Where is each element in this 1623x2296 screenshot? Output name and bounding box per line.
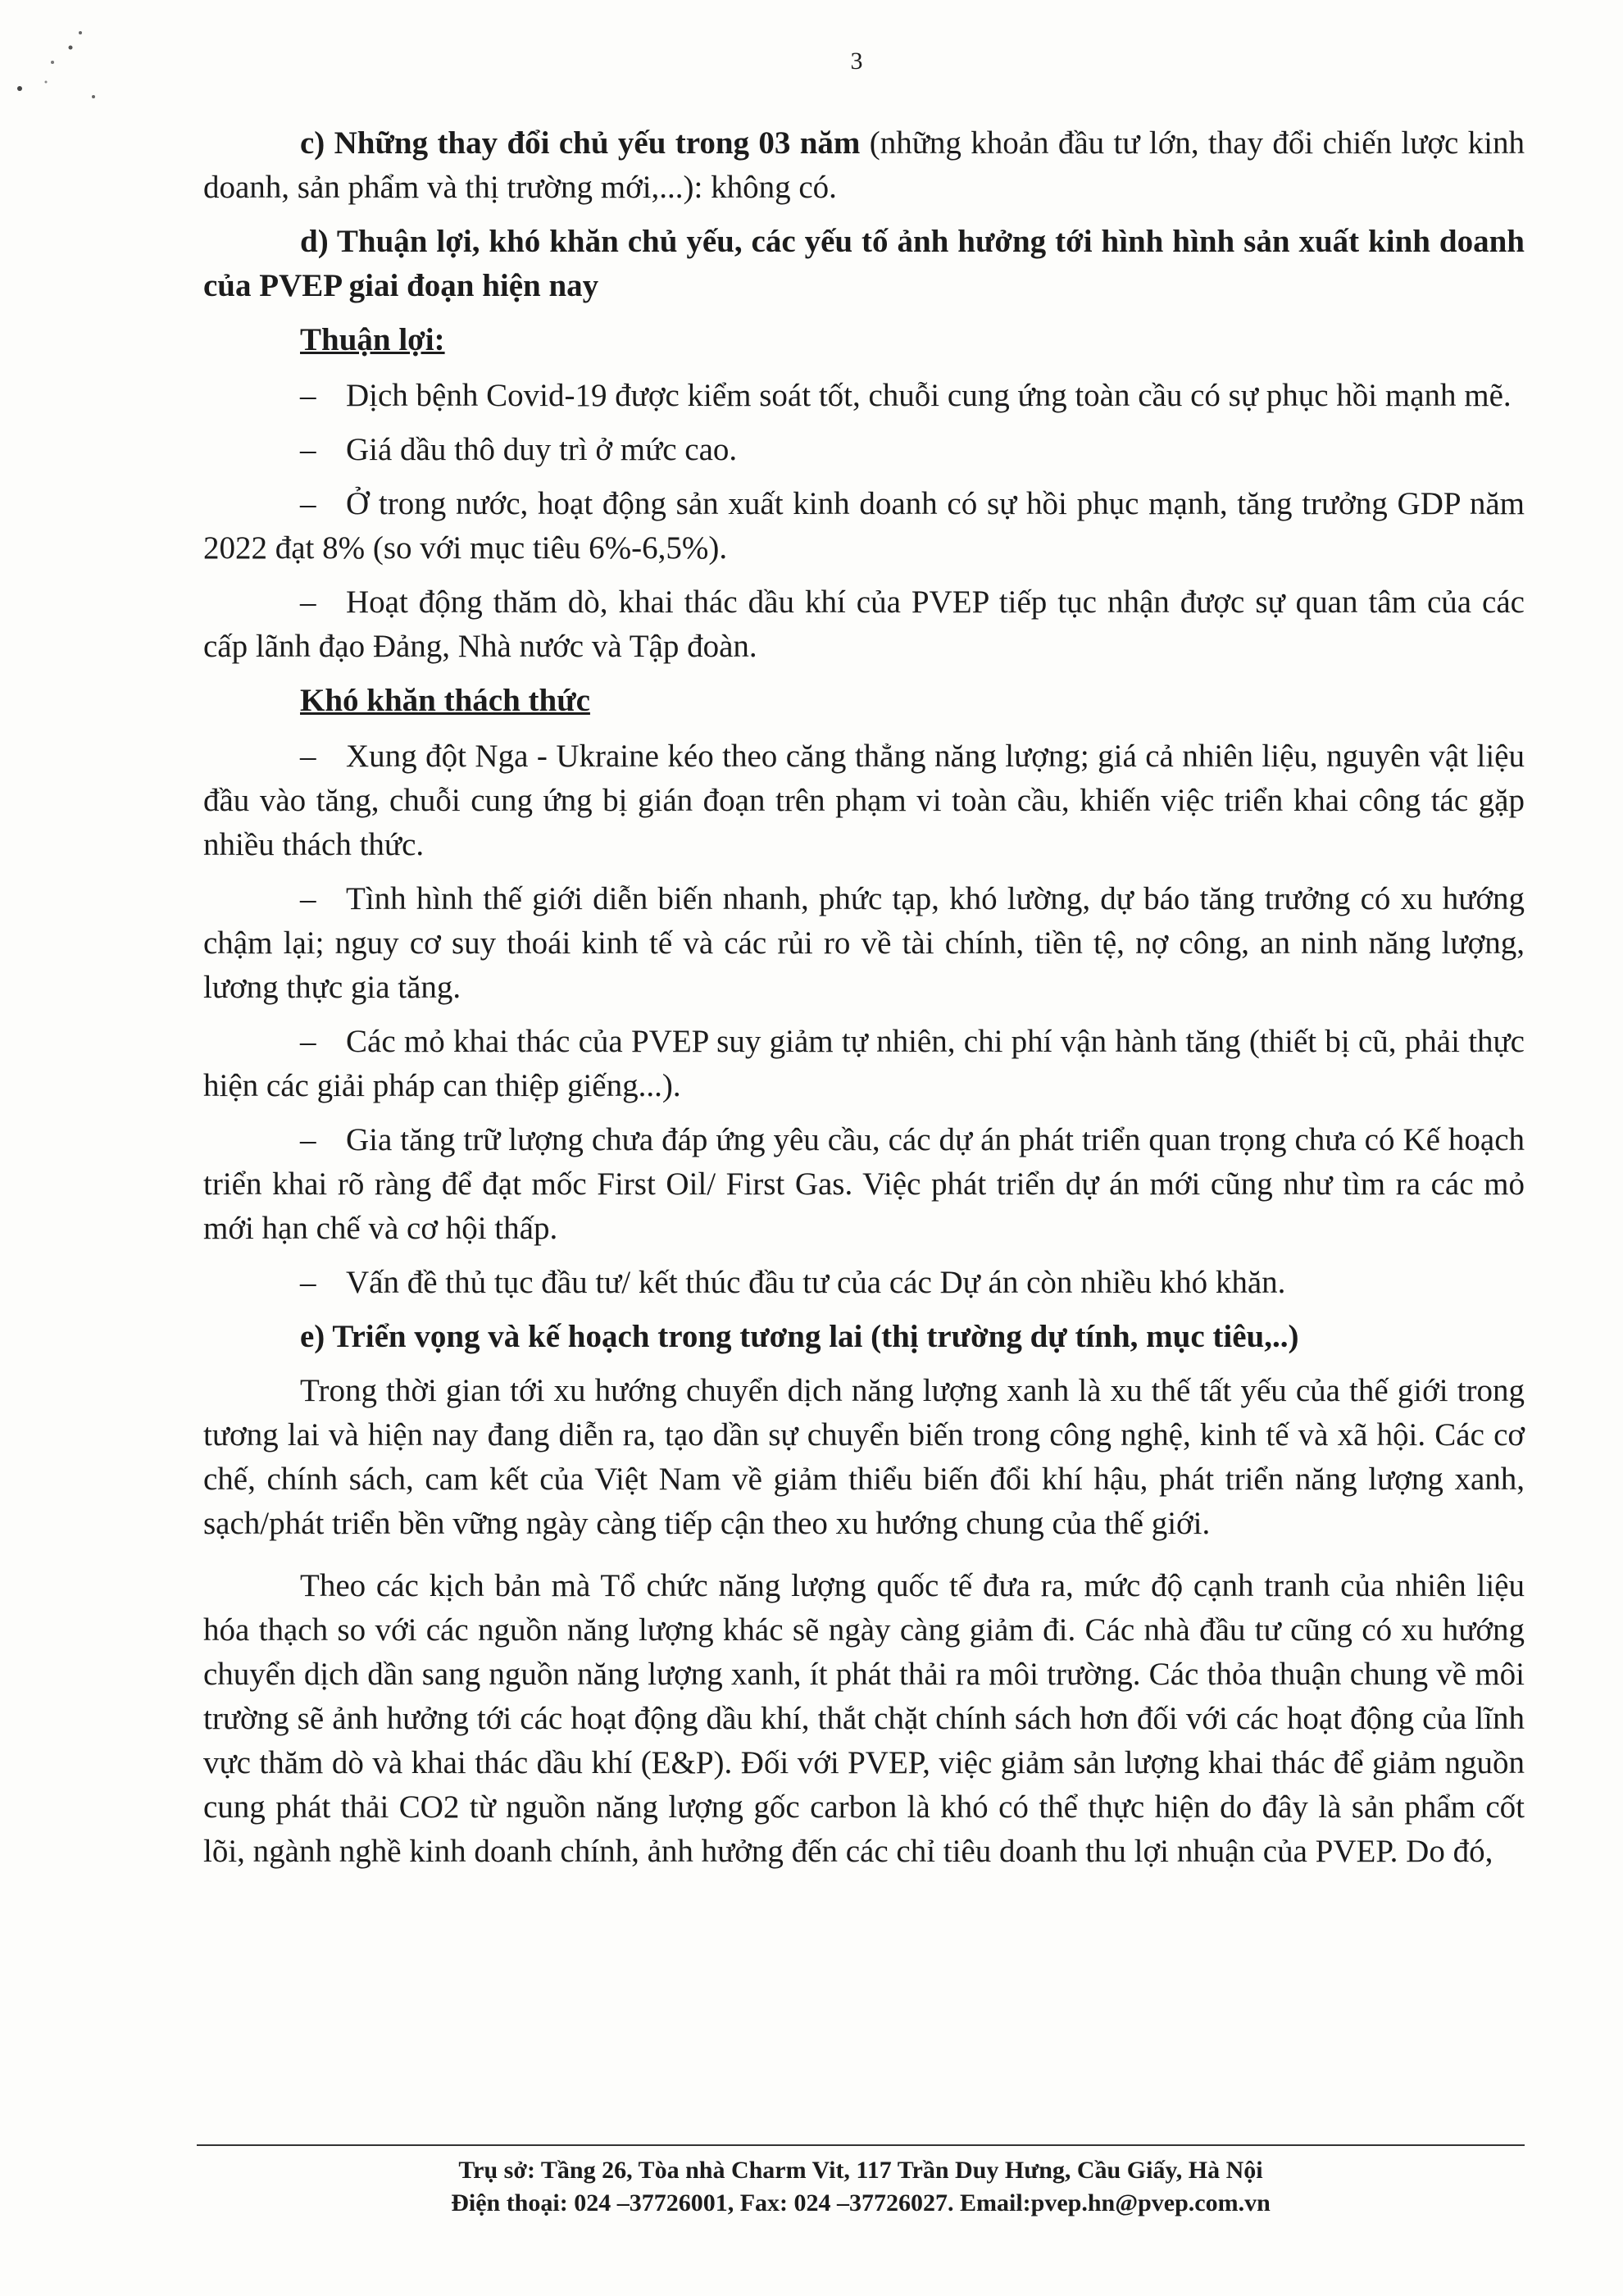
section-d-heading: d) Thuận lợi, khó khăn chủ yếu, các yếu tố ảnh hưởng tới hình hình sản xuất kinh doanh của PVEP giai đoạn hiện nay <box>203 224 1525 303</box>
footer-address: Trụ sở: Tầng 26, Tòa nhà Charm Vit, 117 Trần Duy Hưng, Cầu Giấy, Hà Nội <box>458 2157 1263 2184</box>
challenges-title: Khó khăn thách thức <box>300 683 590 718</box>
section-e-paragraph: Theo các kịch bản mà Tổ chức năng lượng quốc tế đưa ra, mức độ cạnh tranh của nhiên liệu hóa thạch so với các nguồn năng lượng khác sẽ ngày càng giảm đi. Các nhà đầu tư cũng có xu hướng chuyển dịch dần sang nguồn năng lượng xanh, ít phát thải ra môi trường. Các thỏa thuận chung về môi trường sẽ ảnh hưởng tới các hoạt động dầu khí, thắt chặt chính sách hơn đối với các hoạt động của lĩnh vực thăm dò và khai thác dầu khí (E&P). Đối với PVEP, việc giảm sản lượng khai thác để giảm nguồn cung phát thải CO2 từ nguồn năng lượng gốc carbon là khó có thể thực hiện do đây là sản phẩm cốt lõi, ngành nghề kinh doanh chính, ảnh hưởng đến các chỉ tiêu doanh thu lợi nhuận của PVEP. Do đó, <box>203 1568 1525 1869</box>
advantage-item: – Hoạt động thăm dò, khai thác dầu khí của PVEP tiếp tục nhận được sự quan tâm của các cấp lãnh đạo Đảng, Nhà nước và Tập đoàn. <box>203 584 1525 664</box>
document-body <box>203 121 1525 1884</box>
advantages-title: Thuận lợi: <box>300 322 445 357</box>
page-number: 3 <box>850 48 863 75</box>
section-c-text: (những khoản đầu tư lớn, thay đổi chiến lược kinh doanh, sản phẩm và thị trường mới,...): không có. <box>203 125 1525 205</box>
challenge-item: – Vấn đề thủ tục đầu tư/ kết thúc đầu tư của các Dự án còn nhiều khó khăn. <box>300 1265 1286 1300</box>
challenge-item: – Tình hình thế giới diễn biến nhanh, phức tạp, khó lường, dự báo tăng trưởng có xu hướng chậm lại; nguy cơ suy thoái kinh tế và các rủi ro về tài chính, tiền tệ, nợ công, an ninh năng lượng, lương thực gia tăng. <box>203 881 1525 1005</box>
footer-divider <box>197 2144 1525 2146</box>
footer-contact: Điện thoại: 024 –37726001, Fax: 024 –37726027. Email:pvep.hn@pvep.com.vn <box>451 2189 1271 2216</box>
section-c-heading: c) Những thay đổi chủ yếu trong 03 năm <box>300 125 861 161</box>
challenge-item: – Các mỏ khai thác của PVEP suy giảm tự nhiên, chi phí vận hành tăng (thiết bị cũ, phải thực hiện các giải pháp can thiệp giếng...). <box>203 1024 1525 1103</box>
challenge-item: – Gia tăng trữ lượng chưa đáp ứng yêu cầu, các dự án phát triển quan trọng chưa có Kế hoạch triển khai rõ ràng để đạt mốc First Oil/ First Gas. Việc phát triển dự án mới cũng như tìm ra các mỏ mới hạn chế và cơ hội thấp. <box>203 1122 1525 1246</box>
challenge-item: – Xung đột Nga - Ukraine kéo theo căng thẳng năng lượng; giá cả nhiên liệu, nguyên vật liệu đầu vào tăng, chuỗi cung ứng bị gián đoạn trên phạm vi toàn cầu, khiến việc triển khai công tác gặp nhiều thách thức. <box>203 739 1525 862</box>
advantage-item: – Ở trong nước, hoạt động sản xuất kinh doanh có sự hồi phục mạnh, tăng trưởng GDP năm 2022 đạt 8% (so với mục tiêu 6%-6,5%). <box>203 486 1525 566</box>
advantage-item: – Dịch bệnh Covid-19 được kiểm soát tốt, chuỗi cung ứng toàn cầu có sự phục hồi mạnh mẽ. <box>300 378 1512 413</box>
section-c <box>203 121 1525 210</box>
section-e-heading: e) Triển vọng và kế hoạch trong tương lai (thị trường dự tính, mục tiêu,..) <box>300 1319 1299 1354</box>
advantage-item: – Giá dầu thô duy trì ở mức cao. <box>300 432 738 467</box>
footer <box>197 2154 1525 2220</box>
section-e-paragraph: Trong thời gian tới xu hướng chuyển dịch năng lượng xanh là xu thế tất yếu của thế giới trong tương lai và hiện nay đang diễn ra, tạo dần sự chuyển biến trong công nghệ, kinh tế và xã hội. Các cơ chế, chính sách, cam kết của Việt Nam về giảm thiểu biến đổi khí hậu, phát triển năng lượng xanh, sạch/phát triển bền vững ngày càng tiếp cận theo xu hướng chung của thế giới. <box>203 1373 1525 1541</box>
